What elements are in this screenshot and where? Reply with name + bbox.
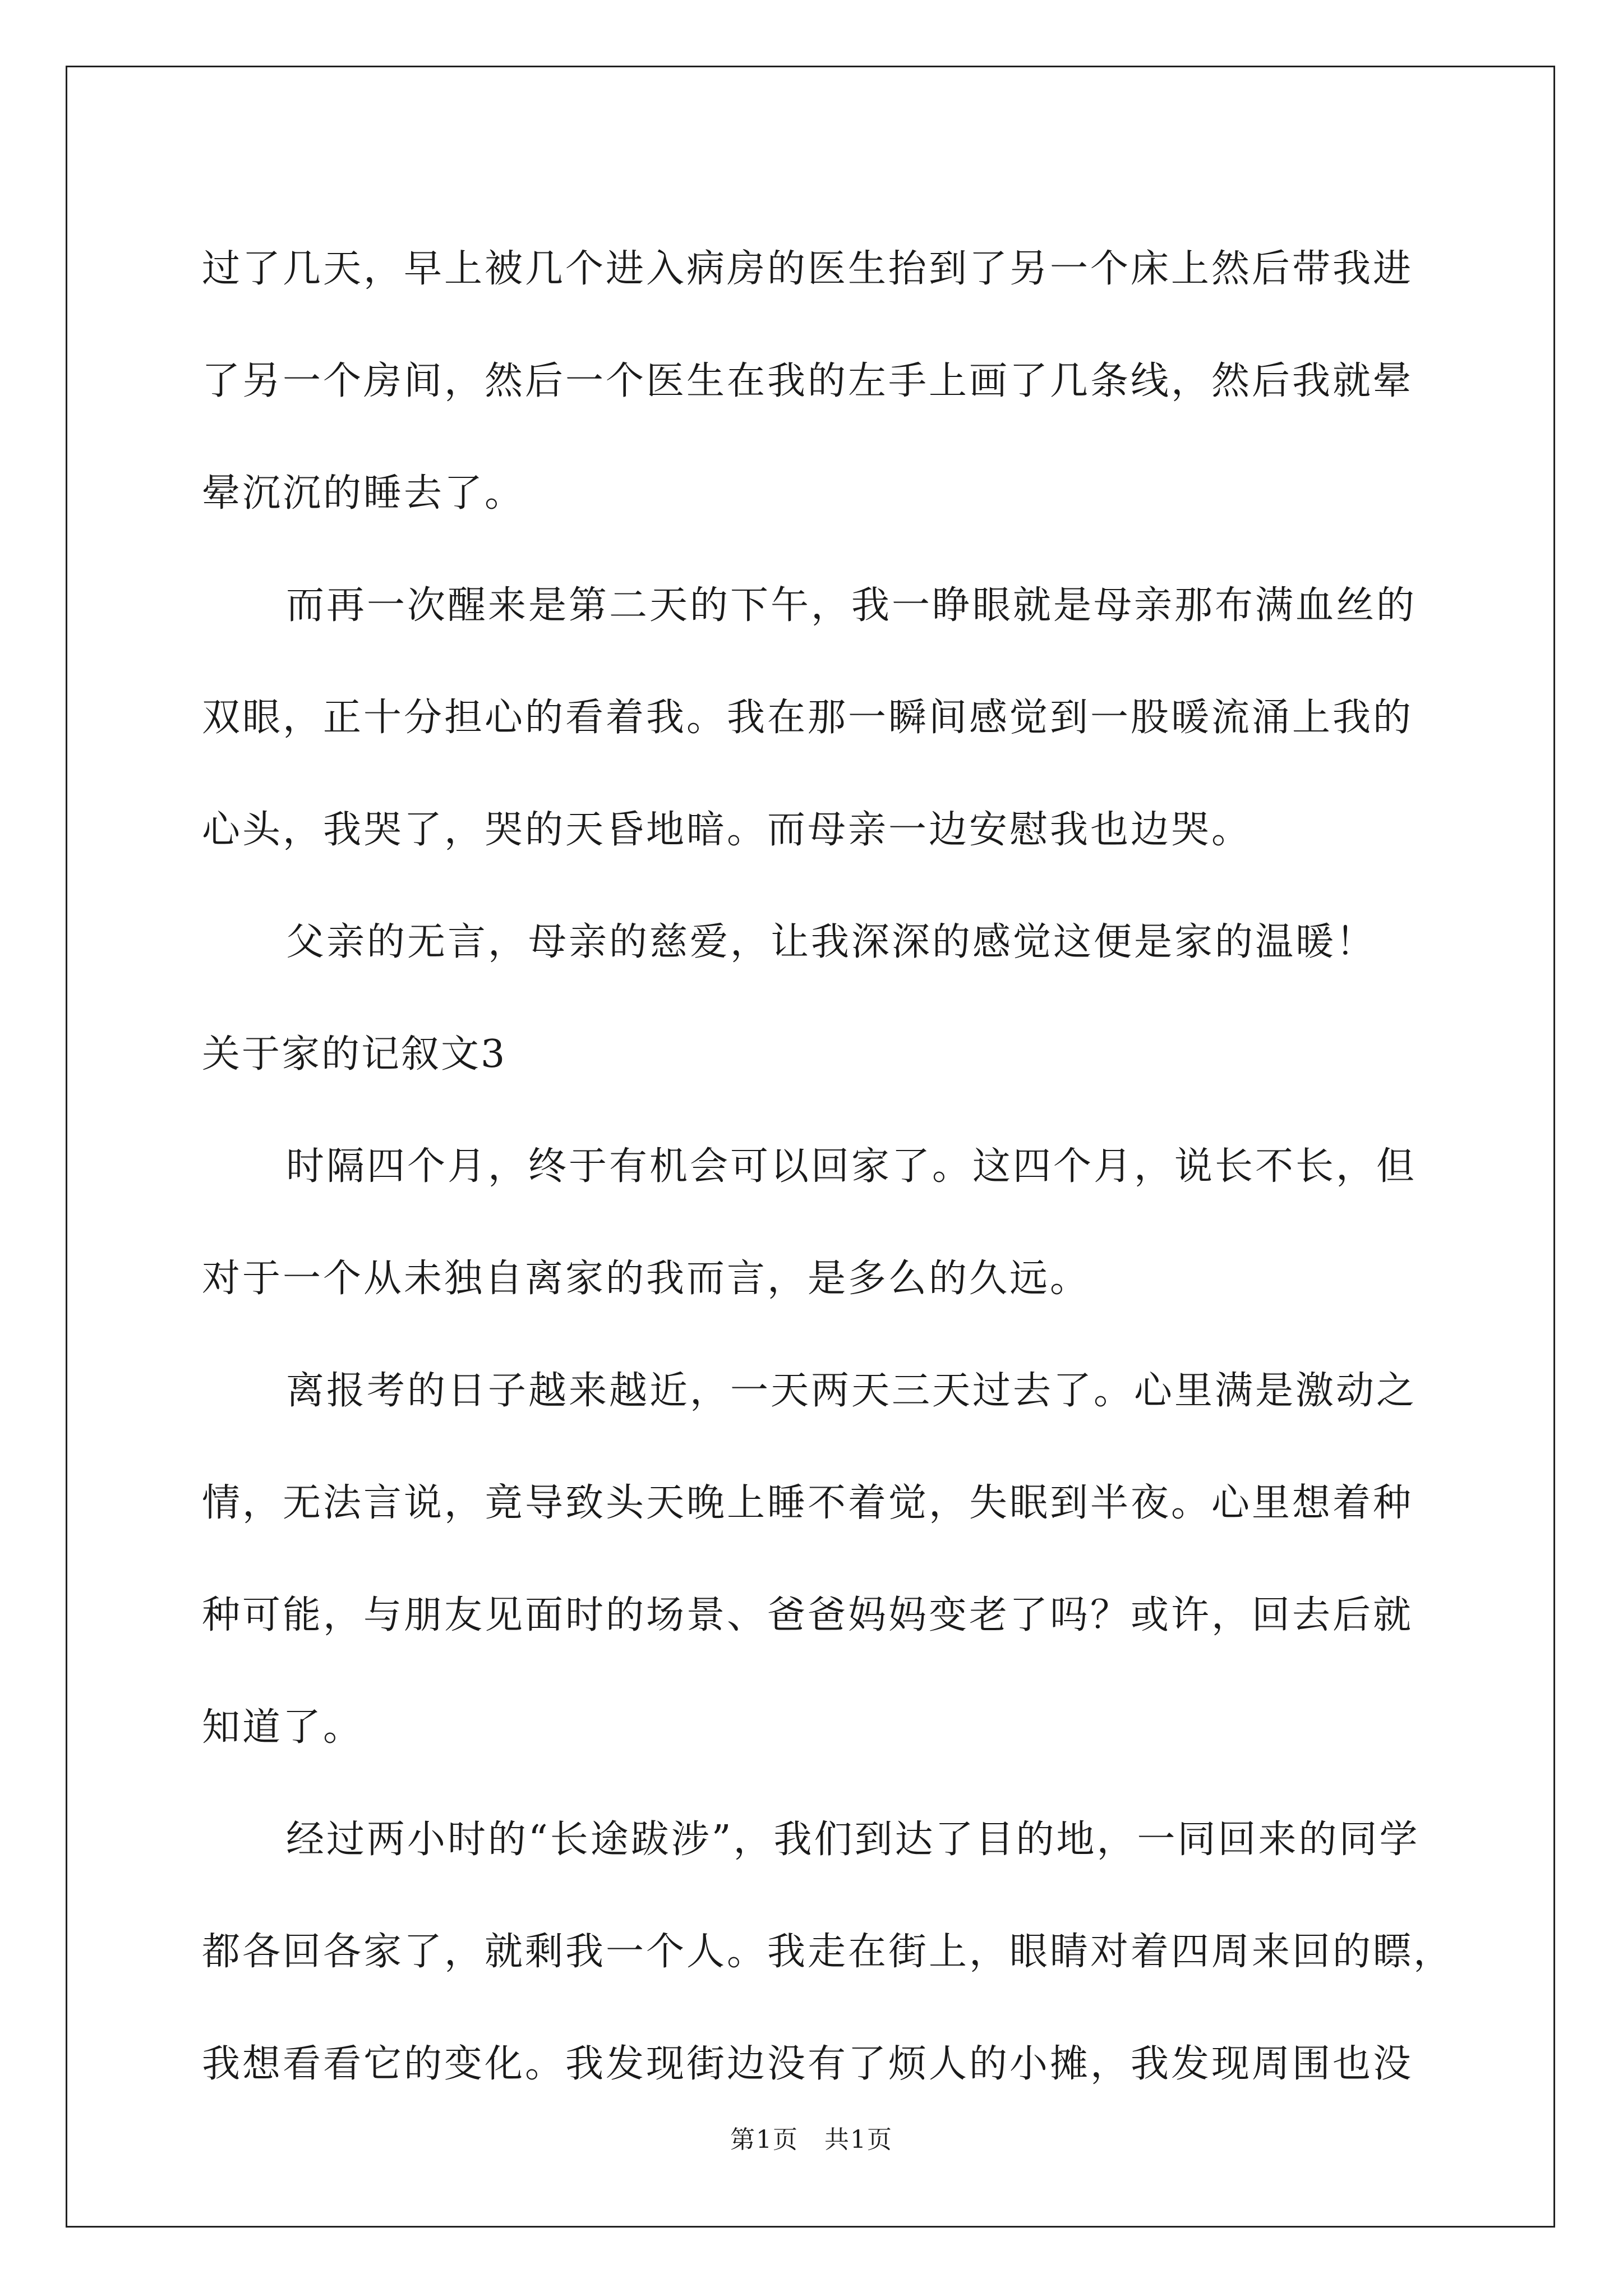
page-number-footer: 第1页 共1页 [730, 2125, 893, 2154]
section-heading: 关于家的记叙文3 [202, 1032, 507, 1076]
text-line: 双眼，正十分担心的看着我。我在那一瞬间感觉到一股暖流涌上我的 [202, 696, 1414, 740]
text-line: 对于一个从未独自离家的我而言，是多么的久远。 [202, 1257, 1091, 1301]
text-line: 了另一个房间，然后一个医生在我的左手上画了几条线，然后我就晕 [202, 359, 1414, 403]
text-line: 心头，我哭了，哭的天昏地暗。而母亲一边安慰我也边哭。 [202, 808, 1252, 852]
document-body [202, 213, 1454, 2120]
text-line: 种可能，与朋友见面时的场景、爸爸妈妈变老了吗？或许，回去后就 [202, 1593, 1414, 1637]
text-line: 知道了。 [202, 1705, 364, 1750]
text-line: 晕沉沉的睡去了。 [202, 471, 525, 516]
paragraph-start: 而再一次醒来是第二天的下午，我一睁眼就是母亲那布满血丝的 [286, 583, 1417, 628]
paragraph-start: 父亲的无言，母亲的慈爱，让我深深的感觉这便是家的温暖！ [286, 920, 1377, 964]
paragraph-start: 离报考的日子越来越近，一天两天三天过去了。心里满是激动之 [286, 1369, 1417, 1413]
text-line: 过了几天，早上被几个进入病房的医生抬到了另一个床上然后带我进 [202, 247, 1414, 291]
paragraph-start: 时隔四个月，终于有机会可以回家了。这四个月，说长不长，但 [286, 1144, 1417, 1189]
paragraph-start: 经过两小时的“长途跋涉”，我们到达了目的地，一同回来的同学 [286, 1818, 1420, 1862]
text-line: 都各回各家了，就剩我一个人。我走在街上，眼睛对着四周来回的瞟， [202, 1930, 1454, 1974]
text-line: 我想看看它的变化。我发现街边没有了烦人的小摊，我发现周围也没 [202, 2042, 1414, 2086]
text-line: 情，无法言说，竟导致头天晚上睡不着觉，失眠到半夜。心里想着种 [202, 1481, 1414, 1525]
